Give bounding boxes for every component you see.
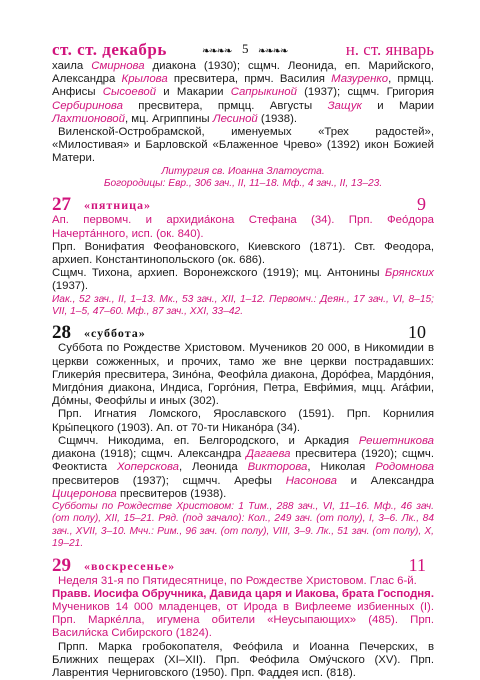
new-style-month: н. ст. январь [345,40,434,59]
text-run: и Макарии [156,86,231,99]
text-run: Дагаева [245,448,291,461]
new-style-day-number: 10 [408,322,426,343]
text-run: Лахтионовой [52,112,125,125]
day-number: 28 [52,322,71,344]
day-28-martyrs: Суббота по Рождестве Христовом. Мучеников 20 000, в Никомидии в церкви сожженных, и прочих, тамо же вне церкви пострадавших: Гликери́я пресвитера, Зино́на, Феофи́ла диакона, Доро́феа, Мардо́ния, Мигдо́ния диакона, Индиса, Горго́ния, Петра, Евфи́мия, мцц. Ага́фии, До́мны, Феофи́лы и иных (302). [52,342,434,408]
text-run: Насонова [285,474,337,487]
text-run: диакона (1930); сщмч. Леонида, еп. Марийского, Александра [52,60,434,86]
day-27-martyrs [52,267,434,293]
day-28-new-martyrs [52,435,434,501]
text-run: Крылова [121,73,168,86]
text-run: (1938). [257,112,298,125]
intro-icons: Виленской-Остробрамской, именуемых «Трех радостей», «Милостивая» и Барловской «Блаженное Чрево» (1392) икон Божией Матери. [52,126,434,165]
text-run: Сапрыкиной [230,86,297,99]
text-run: хаила [52,60,92,72]
text-run: , прмцц. Анфисы [52,73,434,99]
text-run: и Александра [336,474,434,487]
day-29-sunday: Неделя 31-я по Пятидесятнице, по Рождестве Христовом. Глас 6-й. [58,574,417,587]
day-name: «воскресенье» [84,558,176,573]
page-header [52,40,434,60]
old-style-month: ст. ст. декабрь [52,40,167,59]
text-run: Брянских [384,267,434,280]
calendar-page [52,40,434,680]
intro-liturgy: Литургия св. Иоанна Златоуста. [161,165,325,177]
text-run: Сщмч. Тихона, архиеп. Воронежского (1919); мц. Антонины [52,267,385,280]
day-29-feast [52,588,434,641]
text-run: Цицеронова [52,487,117,500]
text-run: Лесиной [212,112,258,125]
text-run: пресвитера, прмч. Василия [167,73,332,86]
text-run: , Николая [307,461,376,474]
text-run: пресвитеров (1937); сщмчч. Арефы [52,474,286,487]
new-style-day-number: 11 [408,554,426,575]
text-run: (1937); сщмч. Григория [296,86,434,99]
text-run: пресвитера (1920); сщмч. Феоктиста [52,448,434,474]
day-28-saints: Прп. Игнатия Ломского, Ярославского (1591). Прп. Корнилия Кры́пецкого (1903). Ап. от 70-ти Никано́ра (34). [52,408,434,434]
text-run: Сербиринова [52,99,123,112]
text-run: Родомнова [375,461,434,474]
text-run: , Леонида [179,461,248,474]
text-run: Защук [327,99,362,112]
day-29-saints: Прпп. Марка гробокопателя, Фео́фила и Иоанна Печерских, в Ближних пещерах (XI–XII). Прп. Фео́фила Ому́чского (XV). Прп. Лаврентия Черниговского (1950). Прп. Фаддея исп. (818). [52,640,434,679]
text-run: Ап. первомч. и архидиа́кона Стефана (34). Прп. Фео́дора Начерта́нного, исп. (ок. 840). [52,214,434,240]
text-run: , мц. Агриппины [124,112,213,125]
day-number: 29 [52,554,71,576]
day-28-readings: Субботы по Рождестве Христовом: 1 Тим., 288 зач., VI, 11–16. Мф., 46 зач. (от полу), XII, 15–21. Ряд. (под зачало): Кол., 249 зач. (от полу), I, 3–6. Лк., 84 зач., XVII, 3–10. Мчч.: Рим., 96 зач. (от полу), VIII, 3–9. Лк., 51 зач. (от полу), X, 19–21. [52,500,434,550]
text-run: Хоперскова [116,461,180,474]
page-number: 5 [242,41,249,56]
day-27-readings: Иак., 52 зач., II, 1–13. Мк., 53 зач., XII, 1–12. Первомч.: Деян., 17 зач., VI, 8–15; VII, 1–5, 47–60. Мф., 87 зач., XXI, 33–42. [52,293,434,318]
text-run: Смирнова [91,60,145,72]
day-29-heading [52,555,434,575]
day-27-feast [52,214,434,240]
day-name: «суббота» [84,326,146,341]
text-run: Решетникова [358,434,434,447]
text-run: пресвитера, прмцц. Августы [122,99,328,112]
text-run: Викторова [247,461,308,474]
text-run: и Марии [361,99,434,112]
day-27-heading [52,194,434,214]
ornament-right-icon: ❧❧❧❧ [258,46,288,57]
text-run: диакона (1918); сщмч. Александра [52,448,246,461]
intro-martyrs [52,60,434,126]
text-run: Сщмчч. Никодима, еп. Белгородского, и Аркадия [58,434,359,447]
text-run: Мазуренко [331,73,389,86]
new-style-day-number: 9 [417,194,426,215]
ornament-left-icon: ❧❧❧❧ [202,46,232,57]
day-28-heading [52,322,434,342]
day-27-saints: Прп. Вонифатия Феофановского, Киевского (1871). Свт. Феодора, архиеп. Константинопольского (ок. 686). [52,240,434,267]
day-name: «пятница» [84,198,152,213]
text-run: Сысоевой [102,86,157,99]
text-run: пресвитеров (1938). [116,487,227,500]
day-number: 27 [52,194,71,216]
text-run: Правв. Иосифа Обручника, Давида царя и Иакова, брата Господня. [52,587,434,600]
text-run: (1937). [52,280,89,293]
intro-readings: Богородицы: Евр., 306 зач., II, 11–18. Мф., 4 зач., II, 13–23. [103,178,383,190]
text-run: Мучеников 14 000 младенцев, от Ирода в Вифлееме избиенных (I). Прп. Марке́лла, игумена обители «Неусыпающих» (485). Прп. Васили́ска Сибирского (1824). [52,600,434,640]
